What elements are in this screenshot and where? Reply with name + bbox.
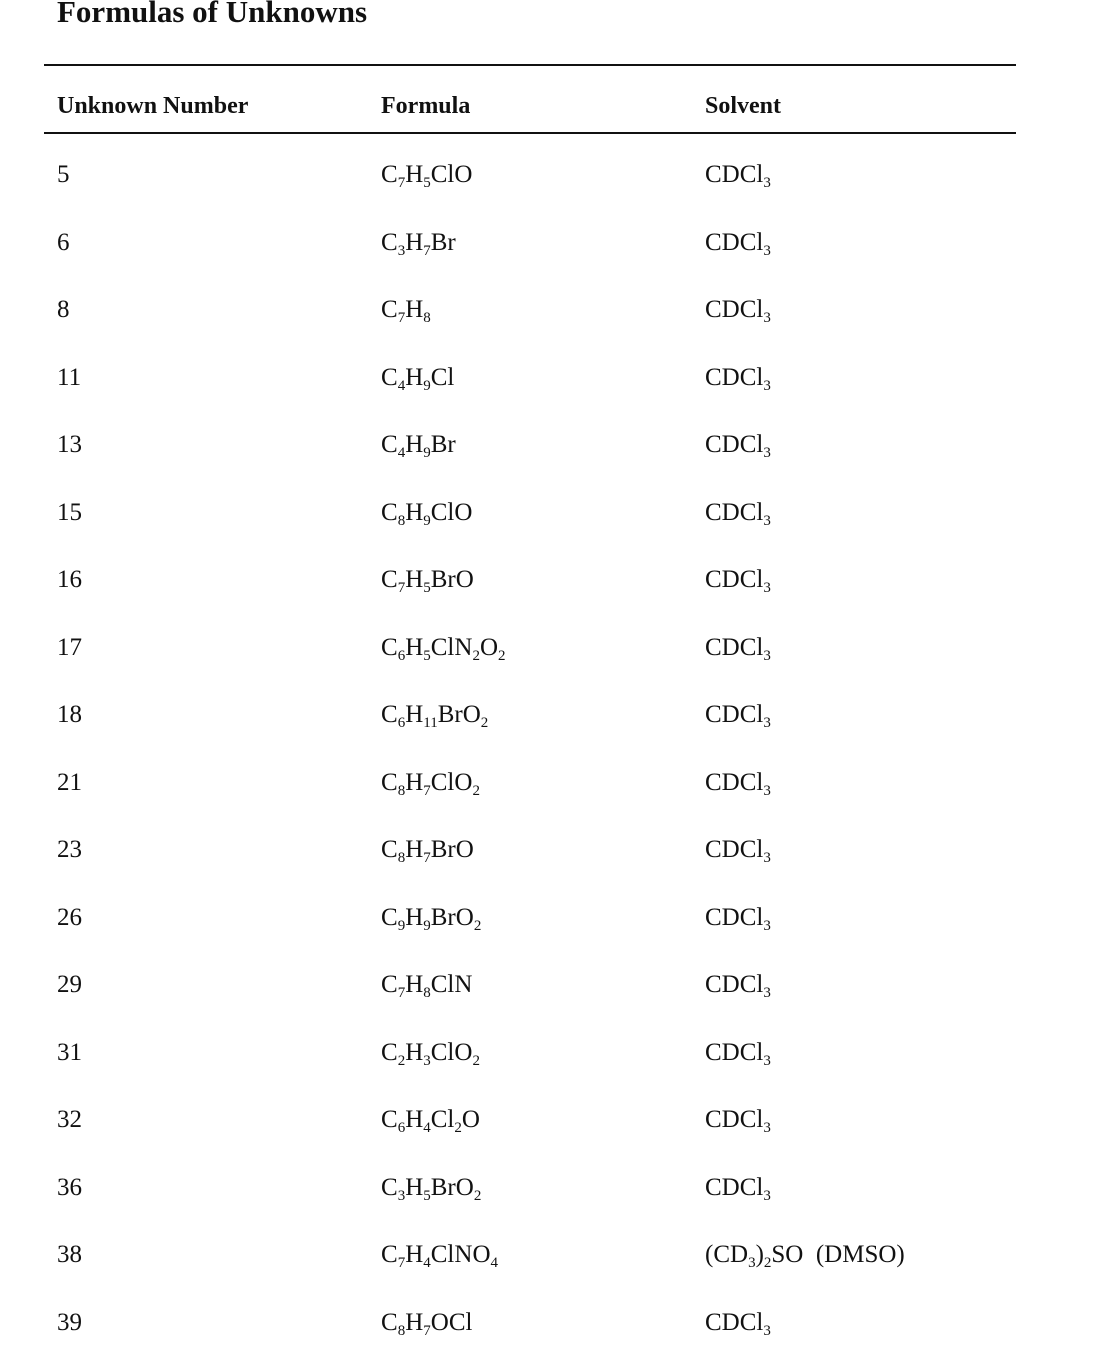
page-title: Formulas of Unknowns — [57, 0, 367, 32]
table-row — [0, 1086, 1102, 1154]
unknown-number-cell: 18 — [57, 697, 82, 733]
unknown-number-cell: 31 — [57, 1035, 82, 1071]
table-row — [0, 1019, 1102, 1087]
table-row — [0, 681, 1102, 749]
solvent-cell: CDCl$_3$ — [705, 765, 771, 801]
solvent-cell: CDCl$_3$ — [705, 967, 771, 1003]
solvent-cell: CDCl$_3$ — [705, 360, 771, 396]
formula-cell: $C_6H_5ClN_2O_2$ — [381, 630, 506, 666]
header-formula: Formula — [381, 88, 470, 124]
table-row — [0, 209, 1102, 277]
formula-cell: $C_8H_9ClO$ — [381, 495, 472, 531]
solvent-cell: CDCl$_3$ — [705, 1102, 771, 1138]
solvent-cell: CDCl$_3$ — [705, 697, 771, 733]
table-row — [0, 276, 1102, 344]
solvent-cell: CDCl$_3$ — [705, 832, 771, 868]
header-solvent: Solvent — [705, 88, 781, 124]
solvent-cell: CDCl$_3$ — [705, 292, 771, 328]
table-top-rule — [44, 64, 1016, 66]
unknown-number-cell: 21 — [57, 765, 82, 801]
unknown-number-cell: 6 — [57, 225, 70, 261]
table-row — [0, 546, 1102, 614]
formula-cell: $C_8H_7ClO_2$ — [381, 765, 480, 801]
formula-cell: $C_8H_7OCl$ — [381, 1305, 472, 1341]
formula-cell: $C_3H_7Br$ — [381, 225, 456, 261]
formula-cell: $C_7H_8ClN$ — [381, 967, 472, 1003]
solvent-cell: CDCl$_3$ — [705, 1170, 771, 1206]
formula-cell: $C_8H_7BrO$ — [381, 832, 474, 868]
unknown-number-cell: 15 — [57, 495, 82, 531]
solvent-cell: CDCl$_3$ — [705, 427, 771, 463]
unknown-number-cell: 29 — [57, 967, 82, 1003]
unknown-number-cell: 36 — [57, 1170, 82, 1206]
unknown-number-cell: 32 — [57, 1102, 82, 1138]
formula-cell: $C_4H_9Cl$ — [381, 360, 454, 396]
table-row — [0, 951, 1102, 1019]
formula-cell: $C_3H_5BrO_2$ — [381, 1170, 481, 1206]
table-body — [0, 141, 1102, 1356]
unknown-number-cell: 17 — [57, 630, 82, 666]
table-row — [0, 749, 1102, 817]
header-unknown-number: Unknown Number — [57, 88, 248, 124]
unknown-number-cell: 23 — [57, 832, 82, 868]
unknown-number-cell: 39 — [57, 1305, 82, 1341]
unknown-number-cell: 5 — [57, 157, 70, 193]
solvent-cell: CDCl$_3$ — [705, 495, 771, 531]
table-row — [0, 479, 1102, 547]
unknown-number-cell: 8 — [57, 292, 70, 328]
table-row — [0, 614, 1102, 682]
solvent-cell: CDCl$_3$ — [705, 900, 771, 936]
solvent-cell: $(CD_3)_2SO$ (DMSO) — [705, 1237, 905, 1273]
unknown-number-cell: 38 — [57, 1237, 82, 1273]
formula-cell: $C_7H_4ClNO_4$ — [381, 1237, 498, 1273]
formula-cell: $C_6H_{11}BrO_2$ — [381, 697, 488, 733]
table-row — [0, 411, 1102, 479]
table-row — [0, 816, 1102, 884]
table-row — [0, 1154, 1102, 1222]
table-row — [0, 344, 1102, 412]
formula-cell: $C_2H_3ClO_2$ — [381, 1035, 480, 1071]
table-row — [0, 1289, 1102, 1356]
formula-cell: $C_6H_4Cl_2O$ — [381, 1102, 480, 1138]
table-header-row — [0, 88, 1102, 124]
table-row — [0, 141, 1102, 209]
table-header-rule — [44, 132, 1016, 134]
formula-cell: $C_4H_9Br$ — [381, 427, 456, 463]
table-row — [0, 1221, 1102, 1289]
formula-cell: $C_7H_5ClO$ — [381, 157, 472, 193]
formula-cell: $C_7H_5BrO$ — [381, 562, 474, 598]
solvent-cell: CDCl$_3$ — [705, 630, 771, 666]
table-row — [0, 884, 1102, 952]
solvent-cell: CDCl$_3$ — [705, 157, 771, 193]
solvent-cell: CDCl$_3$ — [705, 1035, 771, 1071]
solvent-cell: CDCl$_3$ — [705, 225, 771, 261]
solvent-cell: CDCl$_3$ — [705, 1305, 771, 1341]
formula-cell: $C_7H_8$ — [381, 292, 431, 328]
unknown-number-cell: 11 — [57, 360, 81, 396]
unknown-number-cell: 26 — [57, 900, 82, 936]
formula-cell: $C_9H_9BrO_2$ — [381, 900, 481, 936]
solvent-cell: CDCl$_3$ — [705, 562, 771, 598]
unknown-number-cell: 16 — [57, 562, 82, 598]
unknown-number-cell: 13 — [57, 427, 82, 463]
